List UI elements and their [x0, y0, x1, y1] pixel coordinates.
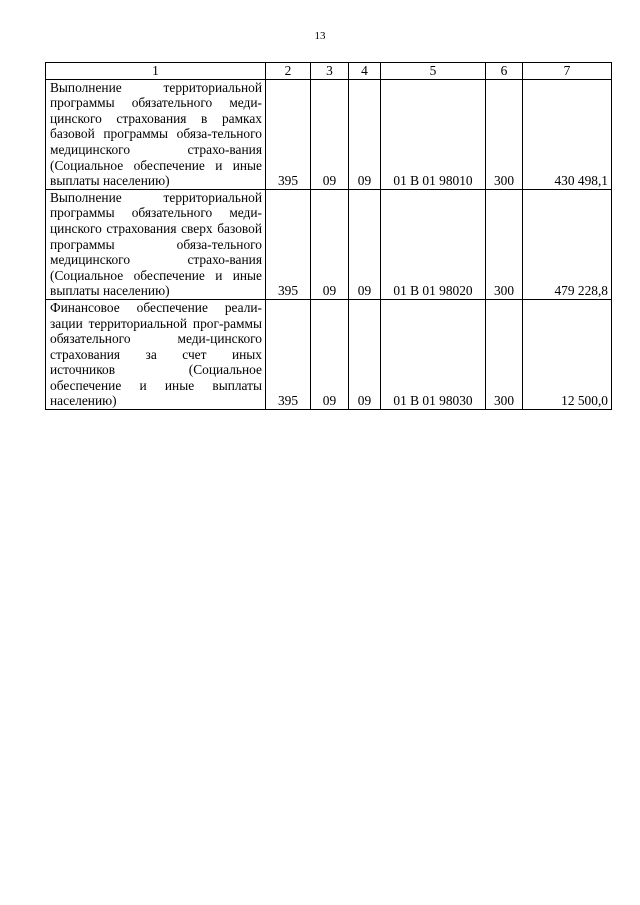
row-description: Выполнение территориальной программы обязательного меди-цинского страхования в рамках базовой программы обяза-тельного медицинского страхо-вания (Социальное обеспечение и иные выплаты населению): [46, 79, 266, 189]
row-cell: 09: [349, 189, 381, 299]
row-cell: 09: [349, 79, 381, 189]
row-cell: 395: [266, 79, 311, 189]
column-header: 7: [523, 63, 612, 80]
budget-table: [45, 62, 612, 410]
row-cell: 09: [311, 189, 349, 299]
row-cell: 01 В 01 98030: [381, 299, 486, 409]
row-amount: 430 498,1: [523, 79, 612, 189]
column-header: 4: [349, 63, 381, 80]
row-amount: 479 228,8: [523, 189, 612, 299]
row-amount: 12 500,0: [523, 299, 612, 409]
row-cell: 09: [311, 299, 349, 409]
table-row: [46, 79, 612, 189]
column-header: 3: [311, 63, 349, 80]
row-cell: 09: [311, 79, 349, 189]
row-cell: 01 В 01 98010: [381, 79, 486, 189]
row-description: Выполнение территориальной программы обязательного меди-цинского страхования сверх базовой программы обяза-тельного медицинского страхо-вания (Социальное обеспечение и иные выплаты населению): [46, 189, 266, 299]
table-header-row: [46, 63, 612, 80]
row-cell: 300: [486, 189, 523, 299]
row-cell: 300: [486, 299, 523, 409]
column-header: 6: [486, 63, 523, 80]
column-header: 2: [266, 63, 311, 80]
row-cell: 01 В 01 98020: [381, 189, 486, 299]
row-cell: 09: [349, 299, 381, 409]
page-number: 13: [314, 30, 326, 42]
column-header: 5: [381, 63, 486, 80]
table-row: [46, 299, 612, 409]
column-header: 1: [46, 63, 266, 80]
table-row: [46, 189, 612, 299]
row-cell: 395: [266, 189, 311, 299]
row-cell: 300: [486, 79, 523, 189]
row-cell: 395: [266, 299, 311, 409]
row-description: Финансовое обеспечение реали-зации территориальной прог-раммы обязательного меди-цинского страхования за счет иных источников (Социальное обеспечение и иные выплаты населению): [46, 299, 266, 409]
